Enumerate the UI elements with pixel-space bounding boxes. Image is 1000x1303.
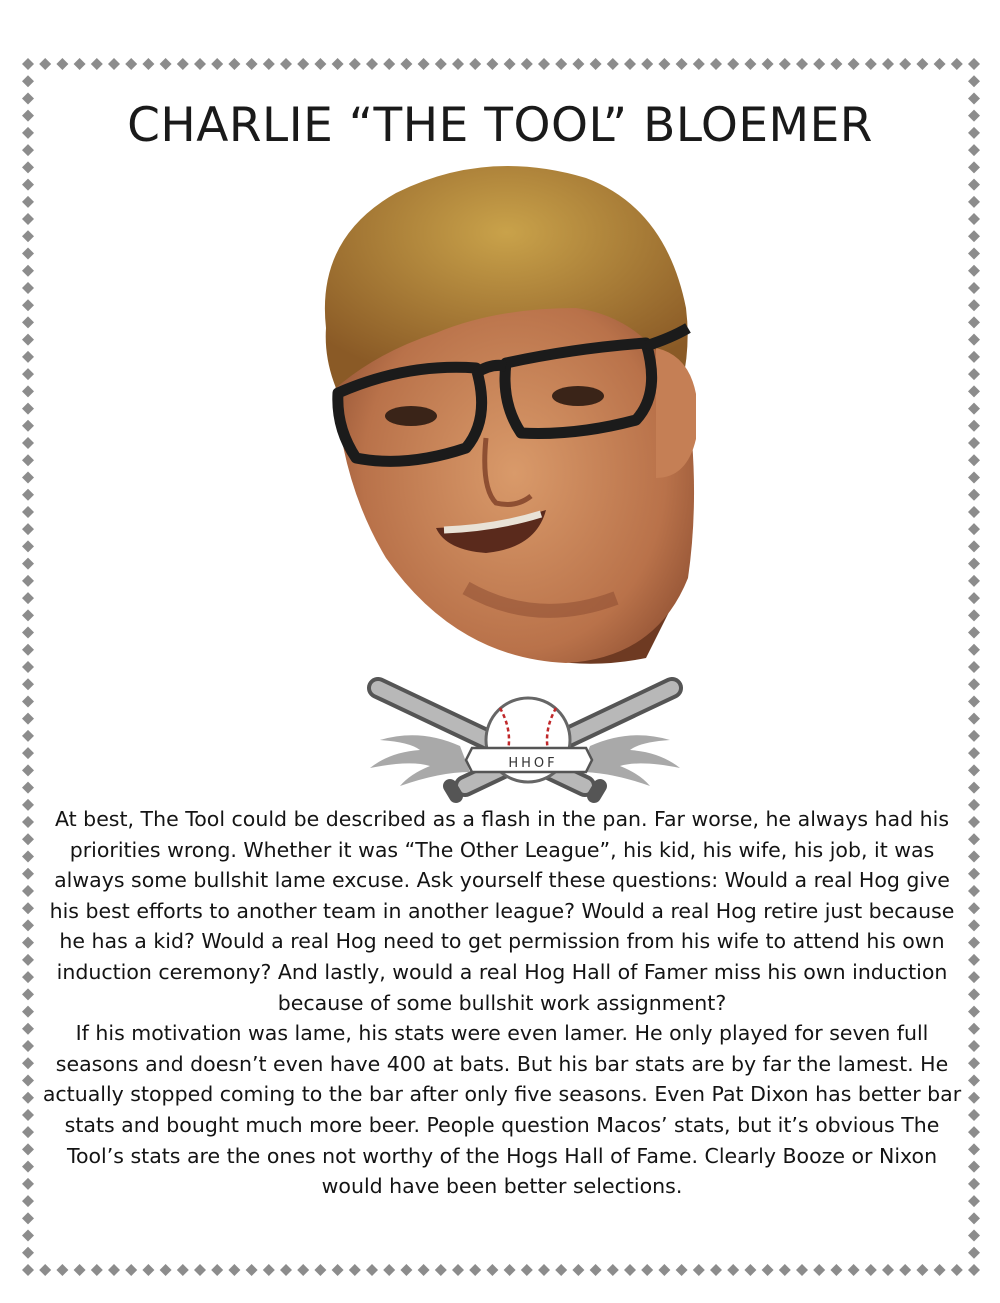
- border-diamond: [39, 1264, 51, 1276]
- border-diamond: [22, 988, 34, 1000]
- border-diamond: [882, 58, 894, 70]
- border-diamond: [22, 179, 34, 191]
- border-diamond: [22, 248, 34, 260]
- border-diamond: [22, 1074, 34, 1086]
- border-diamond: [160, 1264, 172, 1276]
- border-diamond: [486, 58, 498, 70]
- border-diamond: [22, 558, 34, 570]
- border-diamond: [555, 58, 567, 70]
- border-diamond: [22, 1264, 34, 1276]
- border-diamond: [968, 1023, 980, 1035]
- border-diamond: [22, 282, 34, 294]
- border-diamond: [504, 1264, 516, 1276]
- border-diamond: [504, 58, 516, 70]
- border-diamond: [263, 58, 275, 70]
- border-diamond: [968, 627, 980, 639]
- border-diamond: [22, 868, 34, 880]
- body-text: [40, 804, 964, 1202]
- border-diamond: [693, 58, 705, 70]
- border-diamond: [658, 1264, 670, 1276]
- border-diamond: [848, 58, 860, 70]
- border-diamond: [521, 1264, 533, 1276]
- border-diamond: [74, 1264, 86, 1276]
- border-diamond: [383, 1264, 395, 1276]
- border-diamond: [22, 782, 34, 794]
- border-diamond: [332, 1264, 344, 1276]
- border-diamond: [314, 1264, 326, 1276]
- border-diamond: [22, 368, 34, 380]
- border-diamond: [727, 58, 739, 70]
- border-diamond: [779, 1264, 791, 1276]
- border-diamond: [418, 58, 430, 70]
- border-diamond: [968, 420, 980, 432]
- border-diamond: [22, 678, 34, 690]
- border-diamond: [56, 58, 68, 70]
- border-diamond: [968, 523, 980, 535]
- border-diamond: [383, 58, 395, 70]
- border-diamond: [74, 58, 86, 70]
- border-diamond: [951, 58, 963, 70]
- border-diamond: [228, 1264, 240, 1276]
- border-diamond: [22, 1178, 34, 1190]
- paragraph-2: If his motivation was lame, his stats were even lamer. He only played for seven full seasons and doesn’t even have 400 at bats. But his bar stats are by far the lamest. He actually stopped coming to the bar after only five seasons. Even Pat Dixon has better bar stats and bought much more beer. People question Macos’ stats, but it’s obvious The Tool’s stats are the ones not worthy of the Hogs Hall of Fame. Clearly Booze or Nixon would have been better selections.: [42, 1021, 962, 1199]
- border-diamond: [22, 265, 34, 277]
- border-diamond: [744, 1264, 756, 1276]
- border-diamond: [22, 919, 34, 931]
- border-diamond: [968, 782, 980, 794]
- border-diamond: [968, 1040, 980, 1052]
- border-diamond: [951, 1264, 963, 1276]
- border-diamond: [968, 1230, 980, 1242]
- border-diamond: [22, 1143, 34, 1155]
- border-diamond: [968, 851, 980, 863]
- border-diamond: [314, 58, 326, 70]
- border-diamond: [572, 1264, 584, 1276]
- border-diamond: [968, 1092, 980, 1104]
- border-diamond: [263, 1264, 275, 1276]
- border-diamond: [22, 833, 34, 845]
- border-diamond: [22, 937, 34, 949]
- border-diamond: [796, 1264, 808, 1276]
- border-diamond: [125, 58, 137, 70]
- border-diamond: [469, 58, 481, 70]
- border-diamond: [968, 161, 980, 173]
- border-diamond: [280, 1264, 292, 1276]
- border-diamond: [796, 58, 808, 70]
- border-diamond: [22, 695, 34, 707]
- border-diamond: [297, 58, 309, 70]
- border-diamond: [968, 1195, 980, 1207]
- border-diamond: [607, 1264, 619, 1276]
- border-diamond: [22, 351, 34, 363]
- border-diamond: [968, 454, 980, 466]
- border-diamond: [968, 1057, 980, 1069]
- border-diamond: [22, 230, 34, 242]
- border-diamond: [968, 489, 980, 501]
- border-diamond: [624, 58, 636, 70]
- border-diamond: [968, 1006, 980, 1018]
- border-diamond: [22, 1092, 34, 1104]
- border-diamond: [590, 1264, 602, 1276]
- border-diamond: [968, 1264, 980, 1276]
- border-diamond: [968, 403, 980, 415]
- border-diamond: [469, 1264, 481, 1276]
- border-diamond: [968, 695, 980, 707]
- border-diamond: [676, 58, 688, 70]
- border-diamond: [160, 58, 172, 70]
- border-diamond: [22, 161, 34, 173]
- border-diamond: [968, 58, 980, 70]
- border-diamond: [968, 592, 980, 604]
- border-diamond: [968, 799, 980, 811]
- border-diamond: [22, 420, 34, 432]
- border-diamond: [830, 58, 842, 70]
- border-diamond: [332, 58, 344, 70]
- border-diamond: [641, 58, 653, 70]
- border-diamond: [710, 58, 722, 70]
- border-diamond: [968, 1074, 980, 1086]
- border-diamond: [22, 747, 34, 759]
- logo-text: HHOF: [508, 756, 558, 771]
- border-diamond: [400, 1264, 412, 1276]
- border-diamond: [899, 1264, 911, 1276]
- border-diamond: [968, 248, 980, 260]
- border-diamond: [22, 1006, 34, 1018]
- border-diamond: [968, 316, 980, 328]
- border-diamond: [22, 730, 34, 742]
- border-diamond: [968, 1161, 980, 1173]
- border-diamond: [968, 764, 980, 776]
- border-diamond: [22, 816, 34, 828]
- border-diamond: [22, 851, 34, 863]
- border-diamond: [710, 1264, 722, 1276]
- border-diamond: [968, 299, 980, 311]
- border-diamond: [538, 58, 550, 70]
- border-diamond: [22, 902, 34, 914]
- border-diamond: [194, 1264, 206, 1276]
- portrait-photo: [316, 158, 696, 678]
- border-diamond: [91, 58, 103, 70]
- border-diamond: [22, 523, 34, 535]
- border-diamond: [968, 937, 980, 949]
- border-diamond: [779, 58, 791, 70]
- border-diamond: [177, 58, 189, 70]
- border-diamond: [968, 730, 980, 742]
- border-diamond: [22, 58, 34, 70]
- border-diamond: [968, 75, 980, 87]
- border-diamond: [968, 971, 980, 983]
- border-diamond: [916, 1264, 928, 1276]
- border-diamond: [572, 58, 584, 70]
- border-diamond: [968, 678, 980, 690]
- border-diamond: [968, 558, 980, 570]
- border-diamond: [590, 58, 602, 70]
- border-diamond: [452, 1264, 464, 1276]
- border-diamond: [968, 868, 980, 880]
- border-diamond: [22, 454, 34, 466]
- border-diamond: [22, 213, 34, 225]
- border-diamond: [968, 644, 980, 656]
- border-diamond: [22, 799, 34, 811]
- border-diamond: [658, 58, 670, 70]
- border-diamond: [142, 58, 154, 70]
- border-diamond: [400, 58, 412, 70]
- border-diamond: [968, 334, 980, 346]
- border-diamond: [211, 1264, 223, 1276]
- border-diamond: [813, 58, 825, 70]
- border-diamond: [968, 213, 980, 225]
- border-diamond: [899, 58, 911, 70]
- border-diamond: [22, 506, 34, 518]
- border-diamond: [435, 1264, 447, 1276]
- border-diamond: [968, 902, 980, 914]
- border-diamond: [22, 334, 34, 346]
- border-diamond: [142, 1264, 154, 1276]
- border-diamond: [934, 58, 946, 70]
- border-diamond: [349, 1264, 361, 1276]
- paragraph-1: At best, The Tool could be described as a flash in the pan. Far worse, he always had his priorities wrong. Whether it was “The Other League”, his kid, his wife, his job, it was always some bullshit lame excuse. Ask yourself these questions: Would a real Hog give his best efforts to another team in another league? Would a real Hog retire just because he has a kid? Would a real Hog need to get permission from his wife to attend his own induction ceremony? And lastly, would a real Hog Hall of Famer miss his own induction because of some bullshit work assignment?: [49, 807, 955, 1015]
- border-diamond: [22, 1057, 34, 1069]
- border-diamond: [125, 1264, 137, 1276]
- border-diamond: [22, 661, 34, 673]
- border-diamond: [968, 988, 980, 1000]
- border-diamond: [968, 747, 980, 759]
- border-diamond: [22, 385, 34, 397]
- border-diamond: [349, 58, 361, 70]
- border-diamond: [177, 1264, 189, 1276]
- border-diamond: [744, 58, 756, 70]
- border-diamond: [968, 368, 980, 380]
- border-diamond: [22, 1230, 34, 1242]
- border-diamond: [968, 196, 980, 208]
- border-diamond: [968, 540, 980, 552]
- border-diamond: [22, 764, 34, 776]
- border-diamond: [91, 1264, 103, 1276]
- border-diamond: [813, 1264, 825, 1276]
- border-diamond: [22, 627, 34, 639]
- border-diamond: [366, 1264, 378, 1276]
- border-diamond: [22, 1109, 34, 1121]
- border-diamond: [968, 919, 980, 931]
- border-diamond: [762, 58, 774, 70]
- border-diamond: [762, 1264, 774, 1276]
- border-diamond: [968, 265, 980, 277]
- border-diamond: [246, 58, 258, 70]
- border-diamond: [727, 1264, 739, 1276]
- border-diamond: [934, 1264, 946, 1276]
- border-diamond: [22, 1195, 34, 1207]
- border-diamond: [22, 437, 34, 449]
- border-diamond: [211, 58, 223, 70]
- border-diamond: [56, 1264, 68, 1276]
- border-diamond: [22, 75, 34, 87]
- border-diamond: [22, 1212, 34, 1224]
- border-diamond: [22, 885, 34, 897]
- border-diamond: [968, 385, 980, 397]
- border-diamond: [641, 1264, 653, 1276]
- border-diamond: [22, 1247, 34, 1259]
- page-title: CHARLIE “THE TOOL” BLOEMER: [127, 98, 873, 153]
- border-diamond: [968, 230, 980, 242]
- border-diamond: [435, 58, 447, 70]
- border-diamond: [968, 437, 980, 449]
- hhof-logo: [360, 668, 690, 808]
- border-diamond: [22, 644, 34, 656]
- border-diamond: [297, 1264, 309, 1276]
- border-diamond: [418, 1264, 430, 1276]
- border-diamond: [968, 1143, 980, 1155]
- border-diamond: [538, 1264, 550, 1276]
- border-diamond: [968, 179, 980, 191]
- border-diamond: [22, 1126, 34, 1138]
- border-diamond: [486, 1264, 498, 1276]
- border-diamond: [968, 471, 980, 483]
- border-diamond: [676, 1264, 688, 1276]
- border-diamond: [366, 58, 378, 70]
- border-diamond: [521, 58, 533, 70]
- border-diamond: [22, 196, 34, 208]
- border-diamond: [968, 575, 980, 587]
- border-diamond: [968, 816, 980, 828]
- border-diamond: [22, 1040, 34, 1052]
- border-diamond: [968, 1212, 980, 1224]
- border-diamond: [22, 592, 34, 604]
- border-diamond: [968, 713, 980, 725]
- border-diamond: [882, 1264, 894, 1276]
- border-diamond: [22, 471, 34, 483]
- border-diamond: [228, 58, 240, 70]
- border-diamond: [22, 609, 34, 621]
- border-diamond: [830, 1264, 842, 1276]
- border-diamond: [693, 1264, 705, 1276]
- border-diamond: [607, 58, 619, 70]
- border-diamond: [555, 1264, 567, 1276]
- border-diamond: [108, 58, 120, 70]
- border-diamond: [968, 1126, 980, 1138]
- border-diamond: [22, 1161, 34, 1173]
- border-diamond: [22, 299, 34, 311]
- border-diamond: [22, 489, 34, 501]
- border-diamond: [246, 1264, 258, 1276]
- border-diamond: [968, 1109, 980, 1121]
- border-diamond: [108, 1264, 120, 1276]
- border-diamond: [39, 58, 51, 70]
- border-diamond: [916, 58, 928, 70]
- border-diamond: [452, 58, 464, 70]
- border-diamond: [22, 540, 34, 552]
- border-diamond: [22, 1023, 34, 1035]
- border-diamond: [22, 403, 34, 415]
- border-diamond: [194, 58, 206, 70]
- border-diamond: [968, 885, 980, 897]
- border-diamond: [968, 506, 980, 518]
- border-diamond: [22, 954, 34, 966]
- border-diamond: [22, 575, 34, 587]
- border-diamond: [624, 1264, 636, 1276]
- border-diamond: [22, 971, 34, 983]
- border-diamond: [968, 282, 980, 294]
- border-diamond: [968, 609, 980, 621]
- border-diamond: [968, 833, 980, 845]
- border-diamond: [968, 661, 980, 673]
- border-diamond: [22, 316, 34, 328]
- border-diamond: [865, 58, 877, 70]
- border-diamond: [968, 351, 980, 363]
- border-diamond: [865, 1264, 877, 1276]
- border-diamond: [280, 58, 292, 70]
- border-diamond: [22, 713, 34, 725]
- border-diamond: [848, 1264, 860, 1276]
- border-diamond: [968, 1247, 980, 1259]
- border-diamond: [968, 1178, 980, 1190]
- border-diamond: [968, 954, 980, 966]
